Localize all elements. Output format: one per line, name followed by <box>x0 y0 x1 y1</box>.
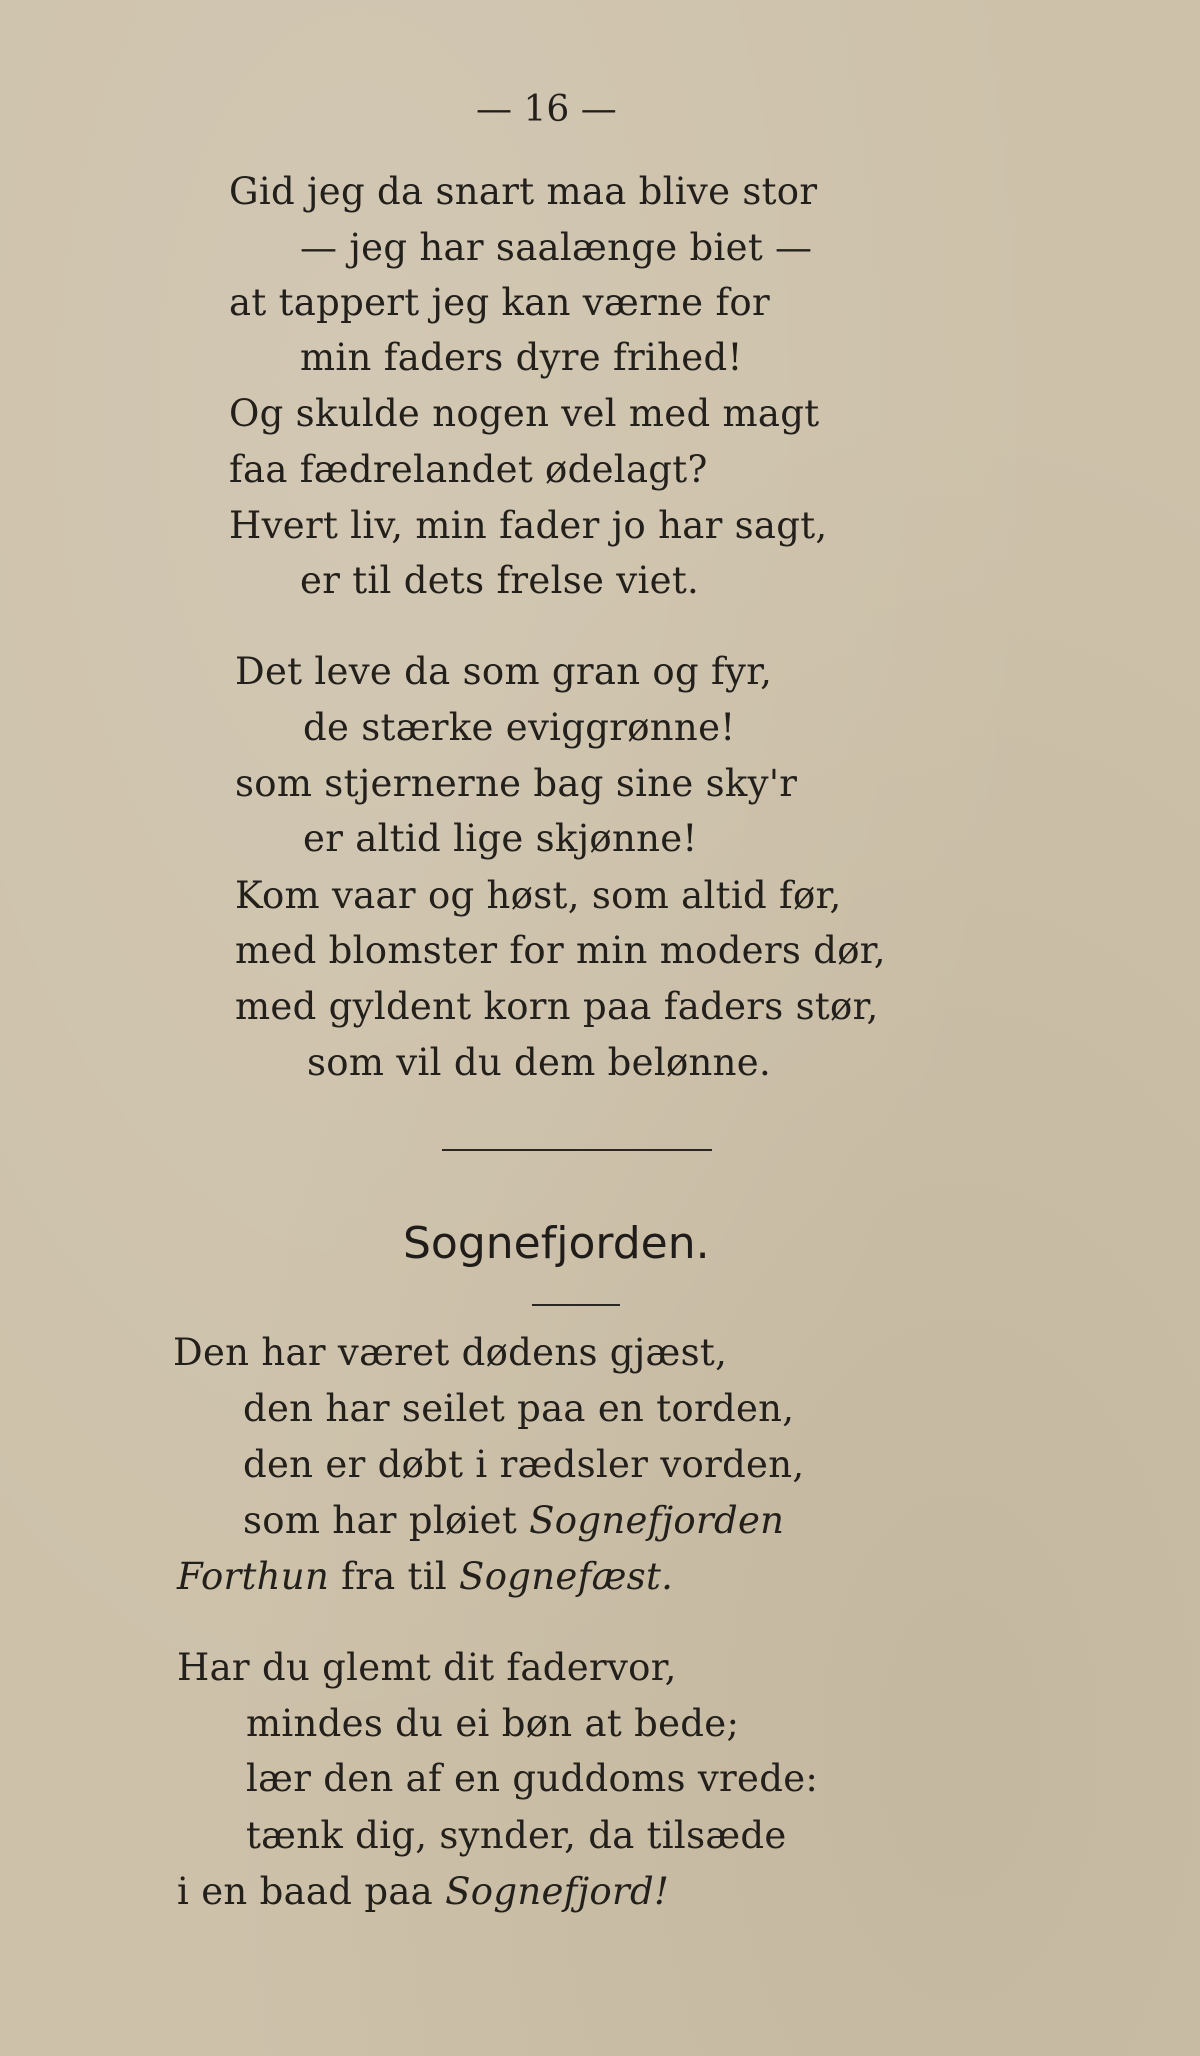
poem-line: er til dets frelse viet. <box>300 559 700 602</box>
poem-text: fra til <box>329 1555 460 1598</box>
poem-text: som har pløiet <box>243 1499 530 1542</box>
poem-line: med blomster for min moders dør, <box>235 929 886 972</box>
poem-line: Kom vaar og høst, som altid før, <box>235 874 842 917</box>
poem-line <box>177 1555 674 1598</box>
poem-text: i en baad paa <box>177 1870 446 1913</box>
poem-line: som stjernerne bag sine sky'r <box>235 762 798 805</box>
poem-line: — jeg har saalænge biet — <box>300 226 813 269</box>
poem-line <box>243 1499 785 1542</box>
place-name: Sognefjord! <box>445 1870 670 1913</box>
poem-title: Sognefjorden. <box>403 1218 710 1269</box>
place-name: Sognefjorden <box>529 1499 785 1542</box>
poem-line: med gyldent korn paa faders stør, <box>235 985 879 1028</box>
poem-line: mindes du ei bøn at bede; <box>246 1702 740 1745</box>
poem-line: Gid jeg da snart maa blive stor <box>229 170 818 213</box>
place-name: Sognefæst. <box>459 1555 674 1598</box>
poem-line: Har du glemt dit fadervor, <box>177 1646 677 1689</box>
poem-line: Det leve da som gran og fyr, <box>235 650 773 693</box>
poem-line: den har seilet paa en torden, <box>243 1387 795 1430</box>
poem-line <box>177 1870 670 1913</box>
poem-line: at tappert jeg kan værne for <box>229 281 770 324</box>
poem-line: er altid lige skjønne! <box>303 817 698 860</box>
place-name: Forthun <box>177 1555 330 1598</box>
poem-line: lær den af en guddoms vrede: <box>246 1757 819 1800</box>
title-underline <box>532 1304 620 1306</box>
poem-line: Hvert liv, min fader jo har sagt, <box>229 504 828 547</box>
poem-line: den er døbt i rædsler vorden, <box>243 1443 805 1486</box>
poem-line: de stærke eviggrønne! <box>303 706 736 749</box>
poem-line: faa fædrelandet ødelagt? <box>229 448 708 491</box>
poem-line: Den har været dødens gjæst, <box>173 1331 728 1374</box>
section-divider <box>442 1149 712 1151</box>
poem-line: tænk dig, synder, da tilsæde <box>246 1814 787 1857</box>
page-number: — 16 — <box>476 89 617 130</box>
poem-line: som vil du dem belønne. <box>307 1041 772 1084</box>
poem-line: min faders dyre frihed! <box>300 336 743 379</box>
poem-line: Og skulde nogen vel med magt <box>229 392 820 435</box>
